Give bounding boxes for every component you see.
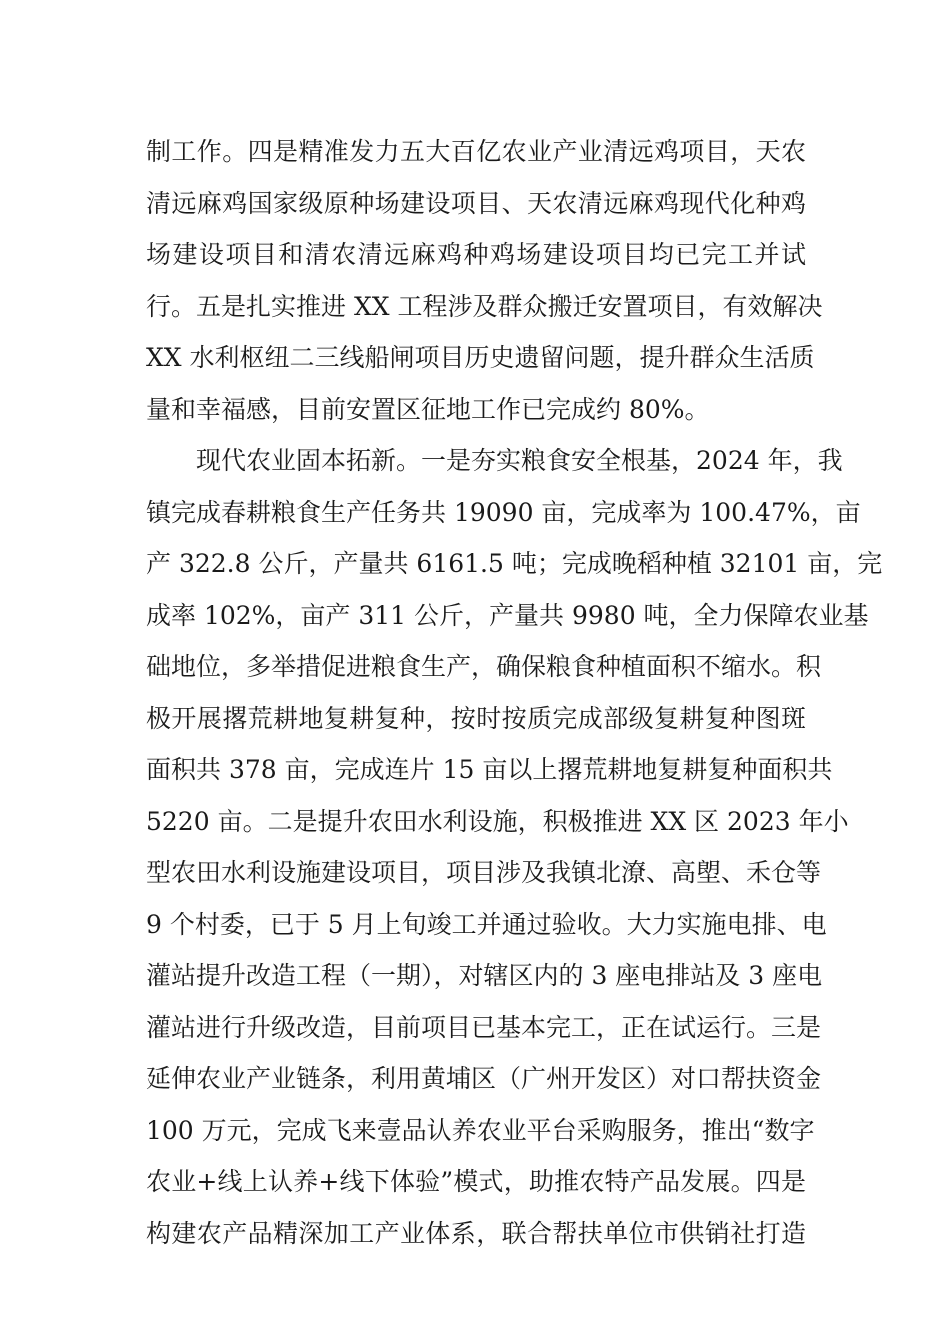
paragraph-line: 镇完成春耕粮食生产任务共 19090 亩，完成率为 100.47%，亩 — [146, 497, 861, 527]
paragraph-line: 现代农业固本拓新。一是夯实粮食安全根基，2024 年，我 — [196, 446, 843, 475]
paragraph-line: 清远麻鸡国家级原种场建设项目、天农清远麻鸡现代化种鸡 — [146, 188, 806, 218]
paragraph-line: XX 水利枢纽二三线船闸项目历史遗留问题，提升群众生活质 — [146, 343, 815, 372]
paragraph-line: 制工作。四是精准发力五大百亿农业产业清远鸡项目，天农 — [146, 137, 806, 166]
paragraph-line: 5220 亩。二是提升农田水利设施，积极推进 XX 区 2023 年小 — [146, 806, 849, 836]
paragraph-line: 产 322.8 公斤，产量共 6161.5 吨；完成晚稻种植 32101 亩，完 — [146, 549, 883, 578]
paragraph-line: 农业+线上认养+线下体验”模式，助推农特产品发展。四是 — [146, 1167, 806, 1196]
paragraph-line: 灌站提升改造工程（一期），对辖区内的 3 座电排站及 3 座电 — [146, 961, 823, 990]
paragraph-line: 础地位，多举措促进粮食生产，确保粮食种植面积不缩水。积 — [146, 652, 822, 681]
paragraph-1 — [146, 126, 823, 435]
paragraph-line: 面积共 378 亩，完成连片 15 亩以上撂荒耕地复耕复种面积共 — [146, 755, 833, 784]
paragraph-line: 型农田水利设施建设项目，项目涉及我镇北潦、高塱、禾仓等 — [146, 858, 822, 887]
paragraph-line: 构建农产品精深加工产业体系，联合帮扶单位市供销社打造 — [146, 1218, 806, 1248]
body-text — [146, 126, 883, 1259]
paragraph-line: 成率 102%，亩产 311 公斤，产量共 9980 吨，全力保障农业基 — [146, 600, 869, 630]
paragraph-line: 灌站进行升级改造，目前项目已基本完工，正在试运行。三是 — [146, 1012, 822, 1042]
paragraph-line: 100 万元，完成飞来壹品认养农业平台采购服务，推出“数字 — [146, 1115, 815, 1145]
paragraph-line: 量和幸福感，目前安置区征地工作已完成约 80%。 — [146, 394, 710, 424]
paragraph-line: 场建设项目和清农清远麻鸡种鸡场建设项目均已完工并试 — [146, 240, 806, 269]
paragraph-line: 极开展撂荒耕地复耕复种，按时按质完成部级复耕复种图斑 — [146, 703, 806, 733]
paragraph-2 — [146, 435, 883, 1259]
paragraph-line: 9 个村委，已于 5 月上旬竣工并通过验收。大力实施电排、电 — [146, 909, 827, 939]
paragraph-line: 延伸农业产业链条，利用黄埔区（广州开发区）对口帮扶资金 — [146, 1064, 822, 1093]
paragraph-line: 行。五是扎实推进 XX 工程涉及群众搬迁安置项目，有效解决 — [146, 291, 823, 321]
